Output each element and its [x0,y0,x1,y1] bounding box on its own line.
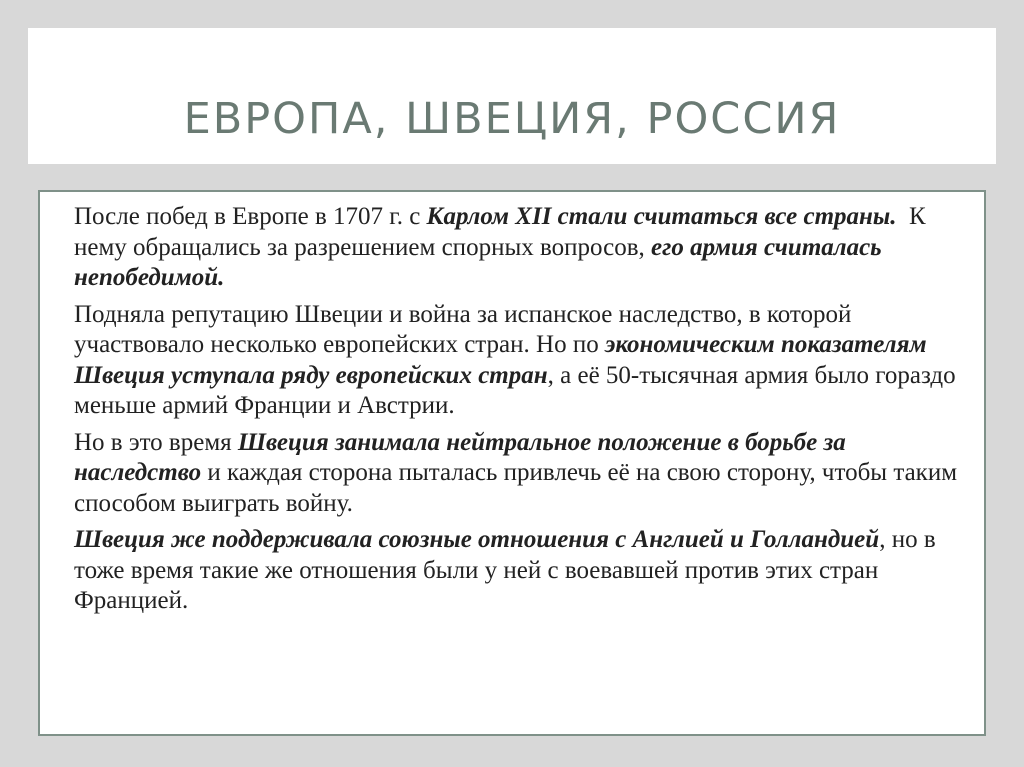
paragraph-1-run-4: его армия считалась непобедимой. [74,233,882,291]
paragraph-4 [74,525,974,617]
paragraph-2-run-3: , а её 50-тысячная армия было гораздо меньше армий Франции и Австрии. [74,361,956,419]
content-frame [38,190,986,736]
paragraph-4-run-2: , но в тоже время такие же отношения были у ней с воевавшей против этих стран Францией. [74,526,936,614]
paragraph-4-run-1: Швеция же поддерживала союзные отношения с Англией и Голландией [74,526,880,553]
paragraph-2 [74,300,974,422]
paragraph-1-run-1: После побед в Европе в 1707 г. с [74,203,427,230]
title-box [28,28,996,164]
paragraph-3-run-2: Швеция занимала нейтральное положение в борьбе за наследство [74,428,846,486]
paragraph-3 [74,428,974,520]
paragraph-1-run-3: К нему обращались за разрешением спорных вопросов, [74,203,932,261]
paragraph-3-run-3: и каждая сторона пыталась привлечь её на свою сторону, чтобы таким способом выиграть войну. [74,459,958,517]
slide-title: ЕВРОПА, ШВЕЦИЯ, РОССИЯ [183,94,841,144]
paragraph-2-run-1: Подняла репутацию Швеции и война за испанское наследство, в которой участвовало несколько европейских стран. Но по [74,300,852,358]
paragraph-1 [74,202,974,294]
content-body [74,202,974,623]
paragraph-1-run-2: Карлом XII стали считаться все страны. [426,203,897,230]
paragraph-2-run-2: экономическим показателям Швеция уступала ряду европейских стран [74,331,927,389]
paragraph-3-run-1: Но в это время [74,428,238,456]
